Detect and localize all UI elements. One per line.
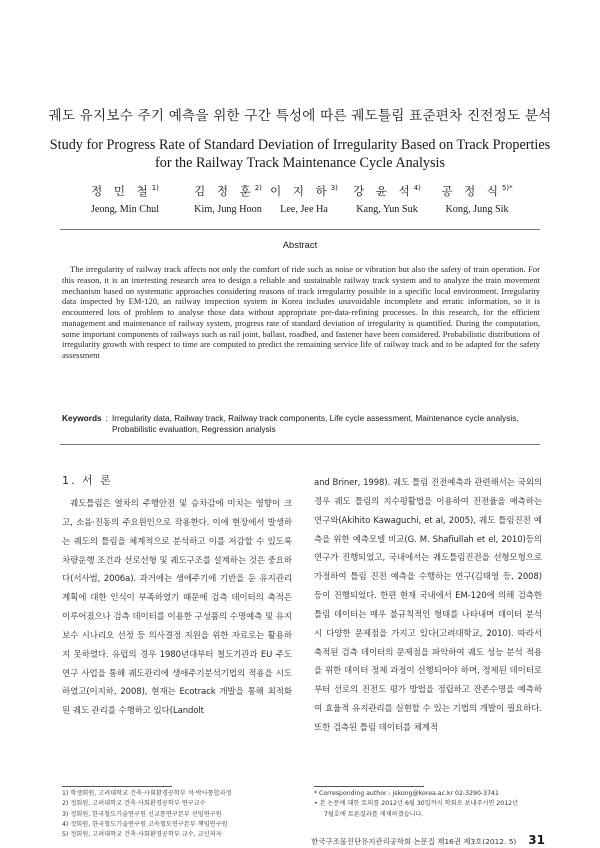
author-5-ko: 공 정 식 <box>441 184 502 198</box>
title-english-line-2: for the Railway Track Maintenance Cycle Analysis <box>155 155 445 171</box>
footnote-rule-left <box>62 786 172 787</box>
body-column-right <box>314 474 542 738</box>
footnote-5: 5) 정회원, 고려대학교 건축·사회환경공학부 교수, 교신저자 <box>62 831 222 839</box>
author-1-ko: 정 민 철 <box>91 184 152 198</box>
author-4-ko: 강 윤 석 <box>353 184 414 198</box>
author-5-sup: 5)* <box>501 184 513 193</box>
author-1-sup: 1) <box>151 184 159 193</box>
author-4-en: Kang, Yun Suk <box>356 204 418 215</box>
abstract-body: The irregularity of railway track affects not only the comfort of ride such as noise or vibration but also the safety of train operation. For this reason, it is an interesting research area to design a reliable and sustainable railway track system and to analyze the train movement mechanism based on systematic approaches considering reasons of track irregularity possible in a specific local environment. Irregularity data inspected by EM-120, an railway inspection system in Korea includes unavoidable incomplete and erratic information, so it is encountered lots of problem to analyse those data without appropriate pre-data-refining processes. In this research, for the efficient management and maintenance of railway system, progress rate of standard deviation of irregularity is quantified. During the computation, some important components of railways such as rail joint, ballast, roadbed, and fastener have been considered. Probabilistic distributions of irregularity growth with respect to time are computed to predict the remaining service life of railway track and to be adapted for the safety assessment <box>62 264 540 360</box>
footnote-4: 4) 정회원, 한국철도기술연구원 고속철도연구본부 책임연구원 <box>62 820 228 828</box>
discussion-note-line-2: 7월호에 토론결과를 게재하겠습니다. <box>324 810 424 818</box>
page-footer <box>300 833 545 847</box>
footnote-2: 2) 정회원, 고려대학교 건축·사회환경공학부 연구교수 <box>62 800 206 808</box>
body-column-left <box>62 474 292 721</box>
author-2-ko: 김 정 훈 <box>194 184 255 198</box>
footnotes-left <box>62 789 294 840</box>
corresponding-author-note: * Corresponding author : jskong@korea.ac.kr 02-3290-3741 <box>314 790 499 797</box>
footnote-1: 1) 학생회원, 고려대학교 건축·사회환경공학부 석·박사통합과정 <box>62 790 232 797</box>
title-english-line-1: Study for Progress Rate of Standard Deviation of Irregularity Based on Track Properties <box>49 137 551 153</box>
abstract-heading: Abstract <box>282 239 318 250</box>
abstract-bottom-rule <box>60 444 540 445</box>
author-3-ko: 이 지 하 <box>270 184 331 198</box>
body-paragraph-left: 궤도틀림은 열차의 주행안전 및 승차감에 미치는 영향이 크고, 소음·진동의 주요원인으로 작용한다. 이에 현장에서 발생하는 궤도의 틀림을 체계적으로 분석하고 이를 저감할 수 있도록 차량운행 조건과 선로선형 및 궤도구조를 설계하는 것은 중요하다(서사범, 2006a). 과거에는 생애주기에 기반을 둔 유지관리 계획에 대한 인식이 부족하였기 때문에 검측 데이터의 축적은 이루어졌으나 검측 데이터를 이용한 구성품의 수명예측 및 유지보수 시나리오 선정 등 의사결정 지원을 위한 자료로는 활용하지 못하였다. 유럽의 경우 1980년대부터 철도기관과 EU 주도 연구 사업을 통해 궤도관리에 생애주기분석기법의 적용을 시도하였고(이지하, 2008), 현재는 Ecotrack 개발을 통해 최적화된 궤도 관리를 수행하고 있다(Landolt <box>62 499 292 717</box>
author-5-en: Kong, Jung Sik <box>445 204 509 215</box>
keywords-label: Keywords <box>62 413 102 423</box>
keywords-text: Irregularity data, Railway track, Railway track components, Life cycle assessment, Maintenance cycle analysis, Probabilistic evaluation, Regression analysis <box>111 413 519 434</box>
title-korean: 궤도 유지보수 주기 예측을 위한 구간 특성에 따른 궤도틀림 표준편차 진전정도 분석 <box>48 108 552 124</box>
footnotes-right <box>314 789 542 820</box>
keywords <box>62 413 540 435</box>
page-number: 31 <box>528 833 545 847</box>
author-5 <box>422 183 532 215</box>
author-3-sup: 3) <box>330 184 338 193</box>
author-1 <box>70 183 180 215</box>
footer-journal: 한국구조물진단유지관리공학회 논문집 제16권 제3호(2012. 5) <box>311 837 517 846</box>
footnote-rule-right <box>314 786 424 787</box>
author-2-sup: 2) <box>254 184 262 193</box>
abstract-top-rule <box>60 229 540 230</box>
author-1-en: Jeong, Min Chul <box>90 204 160 215</box>
author-2-en: Kim, Jung Hoon <box>194 204 262 215</box>
author-3-en: Lee, Jee Ha <box>280 204 328 215</box>
body-paragraph-right: and Briner, 1998). 궤도 틀림 진전예측과 관련해서는 국외의 경우 궤도 틀림의 지수평활법을 이용하여 진전율을 예측하는 연구와(Akihito Kawaguchi, et al, 2005), 궤도 틀림진전 예측을 위한 예측모델 비교(G. M. Shafiullah et el, 2010)등의 연구가 진행되었고, 국내에서는 궤도틀림진전을 선형모형으로 가정하여 틀림 진전 예측을 수행하는 연구(김태영 등, 2008) 등이 진행되었다. 한편 현재 국내에서 EM-120에 의해 검측한 틀림 데이터는 매우 불규칙적인 형태를 나타내며 데이터 분석 시 다양한 문제점을 가지고 있다(고려대학교, 2010). 따라서 축적된 검측 데이터의 문제점을 파악하여 궤도 성능 분석 적용을 위한 데이터 정제 과정이 선행되어야 하며, 정제된 데이터로부터 선로의 진전도 평가 방법을 정립하고 잔존수명을 예측하여 효율적 유지관리를 실현할 수 있는 기법의 개발이 필요하다. 또한 검측된 틀림 데이터를 체계적 <box>314 478 542 733</box>
discussion-note-line-1: • 본 논문에 대한 토의를 2012년 6월 30일까지 학회로 보내주시면 2012년 <box>314 800 519 808</box>
section-heading: 1. 서 론 <box>62 474 113 487</box>
author-4-sup: 4) <box>413 184 421 193</box>
footnote-3: 3) 정회원, 한국철도기술연구원 신교통연구본부 선임연구원 <box>62 810 222 818</box>
title-english <box>40 136 560 172</box>
keywords-separator: : <box>105 413 108 423</box>
